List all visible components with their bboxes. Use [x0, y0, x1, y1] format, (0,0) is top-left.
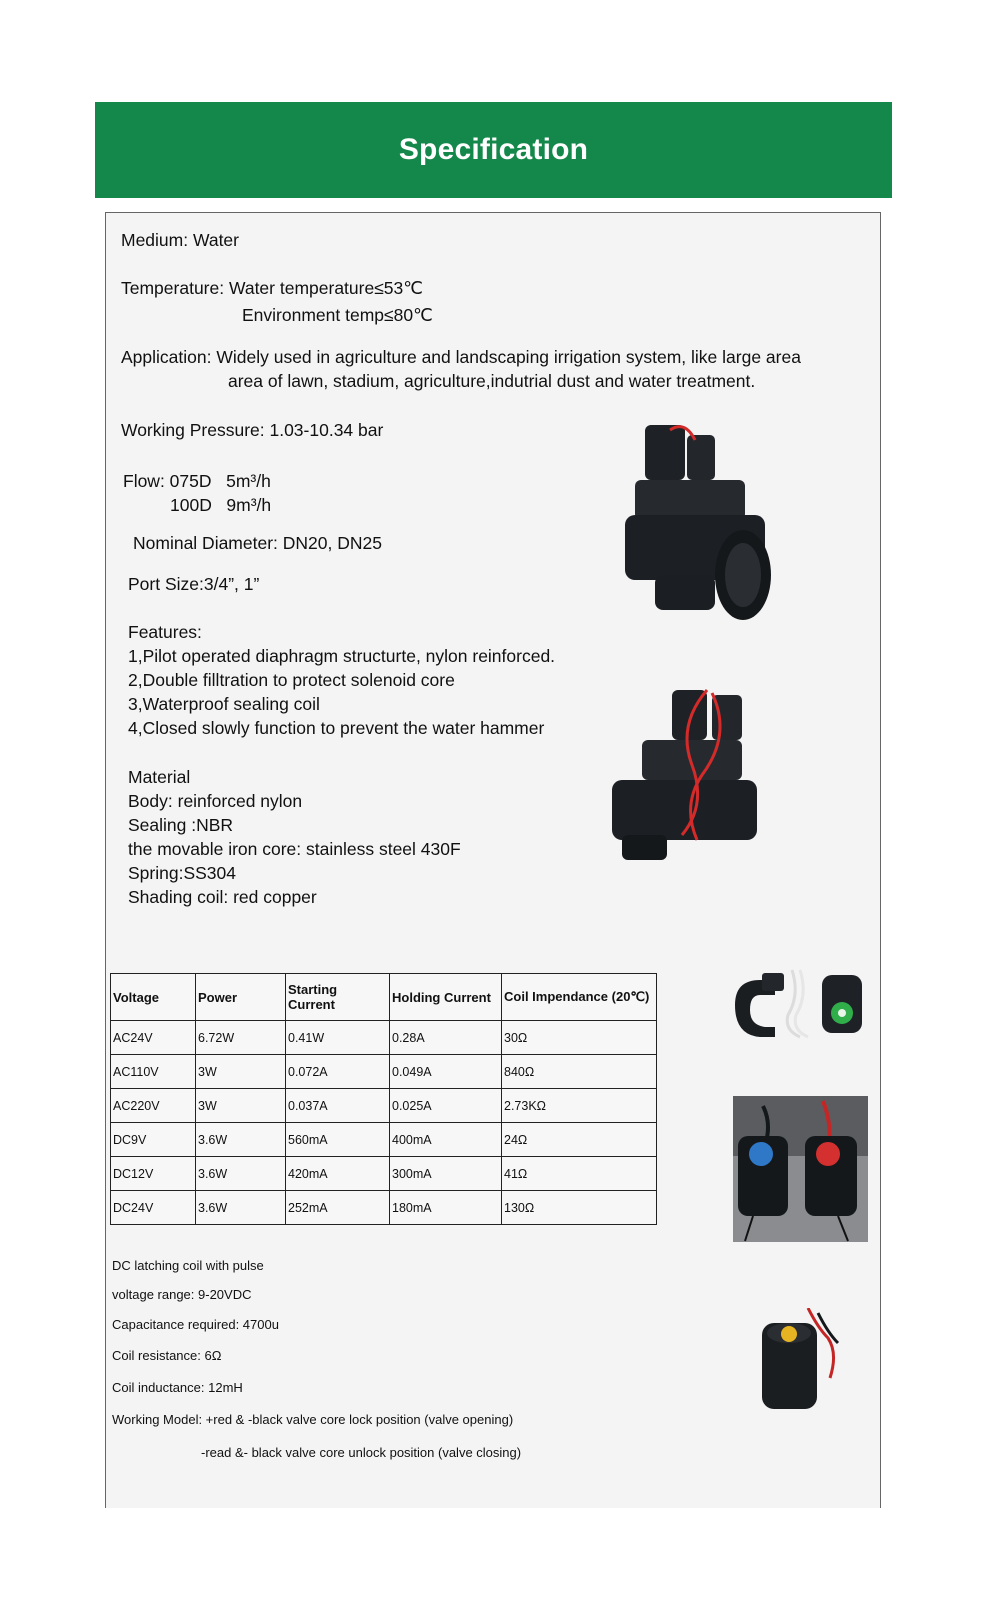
flow-line2: 100D 9m³/h — [170, 495, 272, 515]
temperature-line2: Environment temp≤80℃ — [242, 305, 433, 325]
table-cell: 400mA — [390, 1123, 502, 1157]
page-title: Specification — [398, 133, 589, 166]
material-item: the movable iron core: stainless steel 430F — [128, 839, 461, 859]
table-row — [111, 1021, 657, 1055]
features-item: 1,Pilot operated diaphragm structurte, nylon reinforced. — [128, 646, 556, 666]
table-cell: 6.72W — [196, 1021, 286, 1055]
table-cell: 0.072A — [286, 1055, 390, 1089]
table-row — [111, 1191, 657, 1225]
table-cell: DC9V — [111, 1123, 196, 1157]
table-cell: AC110V — [111, 1055, 196, 1089]
solenoid-valve-image — [625, 425, 775, 625]
column-header: Starting Current — [286, 974, 390, 1021]
coil-with-clip-image — [730, 965, 870, 1045]
features-item: 4,Closed slowly function to prevent the water hammer — [128, 718, 545, 738]
table-cell: AC24V — [111, 1021, 196, 1055]
table-cell: 41Ω — [502, 1157, 657, 1191]
material-item: Body: reinforced nylon — [128, 791, 303, 811]
dc-latching-item: voltage range: 9-20VDC — [112, 1287, 252, 1302]
table-row — [111, 1055, 657, 1089]
table-cell: AC220V — [111, 1089, 196, 1123]
dc-latching-item: Working Model: +red & -black valve core lock position (valve opening) — [112, 1412, 514, 1427]
port-size-text: Port Size:3/4”, 1” — [128, 574, 260, 594]
header-banner — [95, 102, 892, 198]
column-header: Voltage — [111, 974, 196, 1021]
table-cell: 3W — [196, 1055, 286, 1089]
application-line1: Application: Widely used in agriculture and landscaping irrigation system, like large area — [121, 347, 801, 367]
table-cell: DC24V — [111, 1191, 196, 1225]
application-line2: area of lawn, stadium, agriculture,indutrial dust and water treatment. — [228, 371, 756, 391]
latching-coil-image — [758, 1308, 848, 1414]
table-cell: 130Ω — [502, 1191, 657, 1225]
table-cell: 0.037A — [286, 1089, 390, 1123]
table-cell: 560mA — [286, 1123, 390, 1157]
material-item: Shading coil: red copper — [128, 887, 317, 907]
dc-latching-item: Coil resistance: 6Ω — [112, 1348, 222, 1363]
features-item: 2,Double filltration to protect solenoid core — [128, 670, 455, 690]
table-cell: 420mA — [286, 1157, 390, 1191]
temperature-line1: Temperature: Water temperature≤53℃ — [121, 278, 423, 298]
dc-coils-image — [733, 1096, 868, 1242]
dc-latching-item: Coil inductance: 12mH — [112, 1380, 243, 1395]
dc-latching-item: DC latching coil with pulse — [112, 1258, 264, 1273]
dc-latching-item: Capacitance required: 4700u — [112, 1317, 279, 1332]
table-cell: 252mA — [286, 1191, 390, 1225]
table-cell: 24Ω — [502, 1123, 657, 1157]
table-cell: 30Ω — [502, 1021, 657, 1055]
spec-table — [110, 973, 657, 1225]
table-row — [111, 1123, 657, 1157]
table-cell: 0.28A — [390, 1021, 502, 1055]
material-item: Sealing :NBR — [128, 815, 234, 835]
table-cell: 180mA — [390, 1191, 502, 1225]
solenoid-valve-image — [612, 685, 760, 865]
table-cell: 0.025A — [390, 1089, 502, 1123]
table-cell: DC12V — [111, 1157, 196, 1191]
working-pressure-text: Working Pressure: 1.03-10.34 bar — [121, 420, 384, 440]
table-cell: 2.73KΩ — [502, 1089, 657, 1123]
table-header-row — [111, 974, 657, 1021]
dc-latching-item: -read &- black valve core unlock position (valve closing) — [201, 1445, 522, 1460]
nominal-diameter-text: Nominal Diameter: DN20, DN25 — [133, 533, 382, 553]
material-item: Spring:SS304 — [128, 863, 236, 883]
material-heading: Material — [128, 767, 191, 787]
flow-line1: Flow: 075D 5m³/h — [123, 471, 271, 491]
table-row — [111, 1089, 657, 1123]
features-heading: Features: — [128, 622, 202, 642]
table-cell: 0.41W — [286, 1021, 390, 1055]
column-header: Power — [196, 974, 286, 1021]
table-cell: 3.6W — [196, 1157, 286, 1191]
table-cell: 3.6W — [196, 1123, 286, 1157]
column-header: Coil Impendance (20℃) — [502, 974, 657, 1021]
table-cell: 3W — [196, 1089, 286, 1123]
table-cell: 840Ω — [502, 1055, 657, 1089]
table-row — [111, 1157, 657, 1191]
medium-text: Medium: Water — [121, 230, 239, 250]
table-cell: 300mA — [390, 1157, 502, 1191]
table-cell: 3.6W — [196, 1191, 286, 1225]
column-header: Holding Current — [390, 974, 502, 1021]
features-item: 3,Waterproof sealing coil — [128, 694, 320, 714]
table-cell: 0.049A — [390, 1055, 502, 1089]
